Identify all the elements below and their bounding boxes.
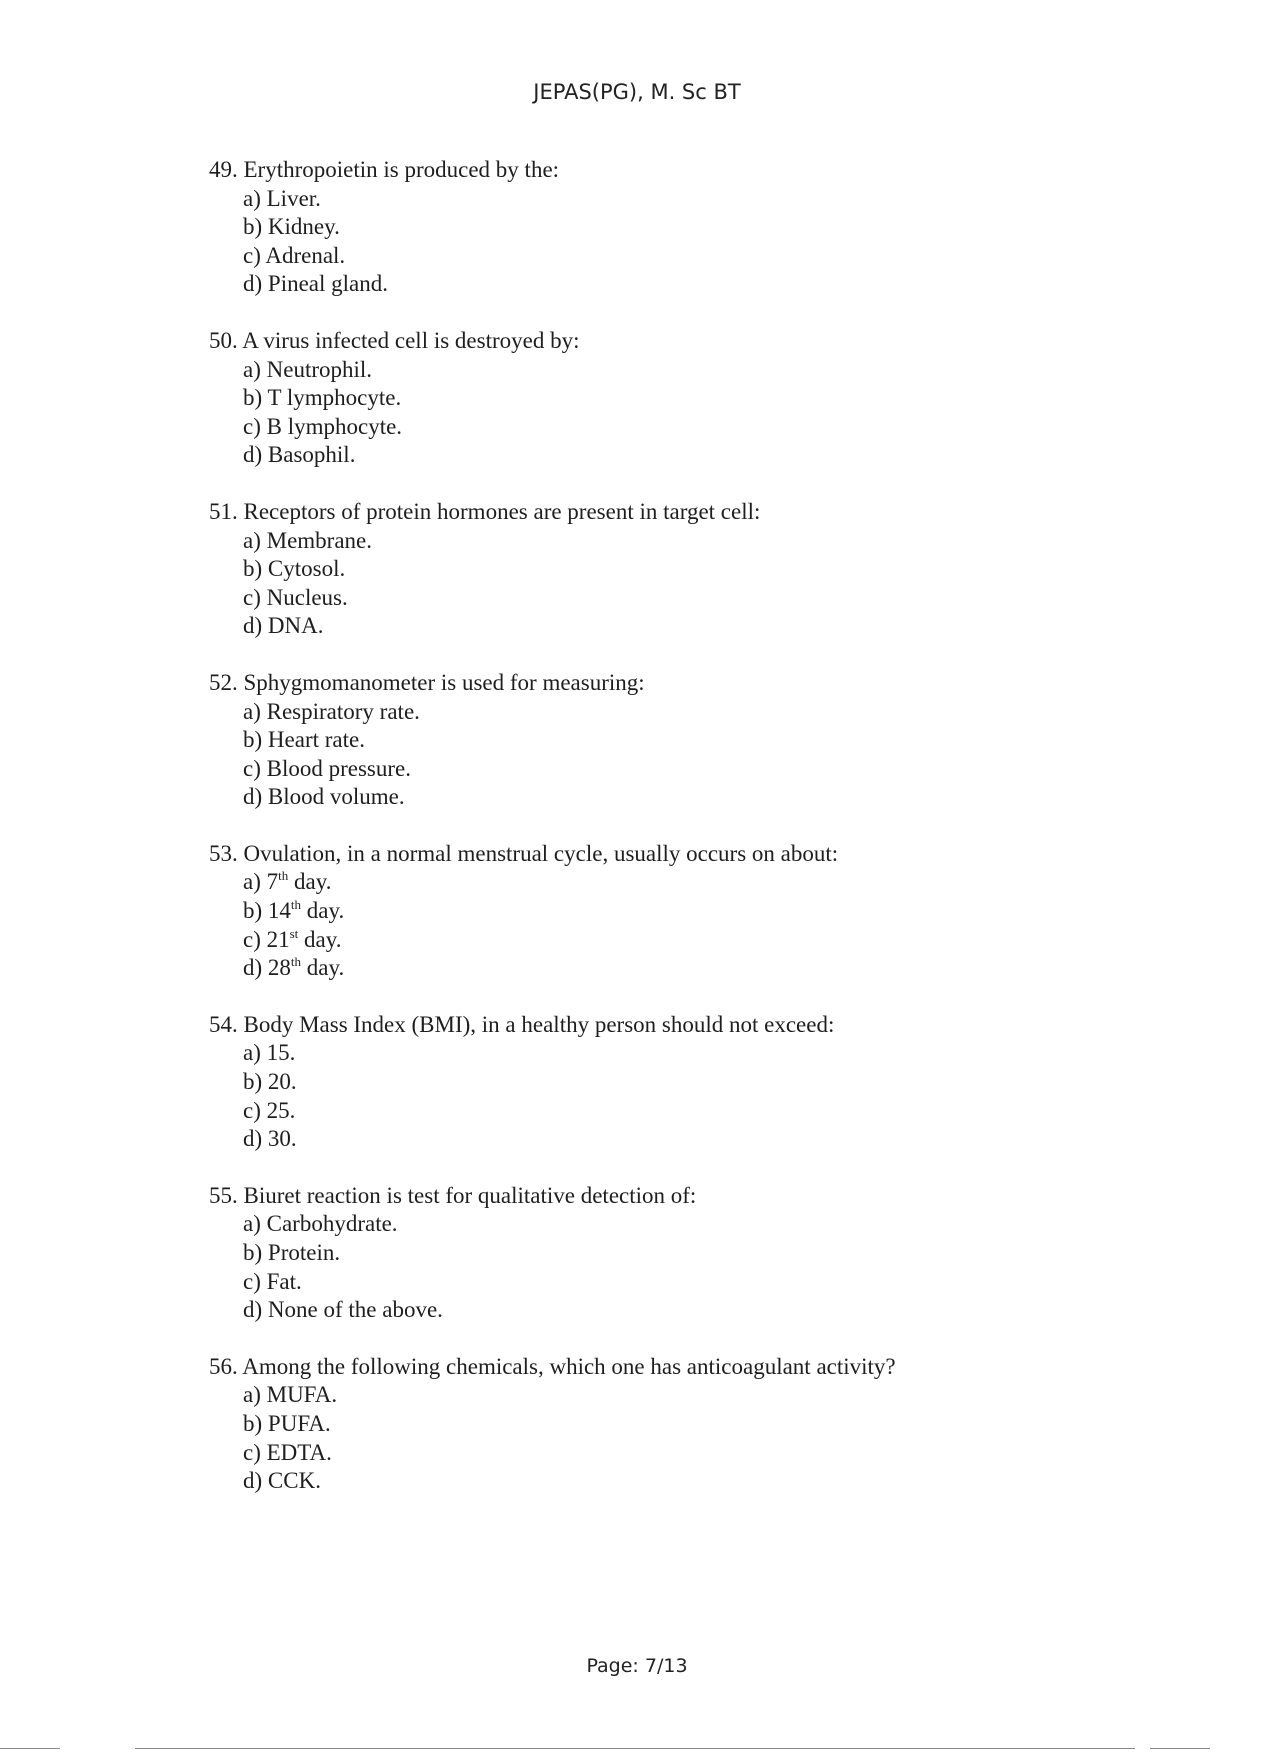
question-text: Erythropoietin is produced by the: [243, 157, 560, 182]
option-list [209, 1381, 1209, 1495]
page-header: JEPAS(PG), M. Sc BT [533, 80, 741, 104]
option-list [209, 1039, 1209, 1153]
scan-artifact-line [0, 1748, 60, 1749]
option-b: b) PUFA. [243, 1410, 331, 1436]
option-a: a) Neutrophil. [243, 356, 373, 382]
option-list [209, 1210, 1209, 1324]
option-b: b) Kidney. [243, 214, 340, 240]
option-a: a) Membrane. [243, 527, 373, 553]
option-c: c) B lymphocyte. [243, 413, 403, 439]
question-text: Body Mass Index (BMI), in a healthy person should not exceed: [243, 1011, 835, 1037]
page-number: Page: 7/13 [586, 1655, 688, 1677]
option-d: d) CCK. [243, 1468, 321, 1494]
question-number: 51. [209, 498, 238, 524]
question-51 [209, 498, 1209, 641]
option-c: c) Adrenal. [243, 242, 346, 268]
ordinal-suffix: th [278, 868, 289, 884]
option-b: b) T lymphocyte. [243, 385, 402, 411]
question-list [209, 156, 1209, 1524]
ordinal-suffix: th [290, 954, 302, 970]
option-c: c) EDTA. [243, 1439, 332, 1465]
question-number: 49. [209, 157, 238, 182]
question-number: 52. [209, 669, 238, 695]
option-list [209, 527, 1209, 641]
question-text: Sphygmomanometer is used for measuring: [243, 669, 645, 695]
option-b: b) Protein. [243, 1240, 341, 1265]
question-number: 56. [209, 1353, 238, 1379]
option-a: a) Liver. [243, 185, 321, 211]
question-number: 53. [209, 840, 238, 866]
question-number: 54. [209, 1011, 238, 1037]
option-list [209, 185, 1209, 299]
question-54 [209, 1011, 1209, 1154]
option-a: a) 7th day. [243, 868, 332, 895]
question-53 [209, 840, 1209, 983]
option-d: d) 28th day. [243, 954, 345, 981]
question-text: Receptors of protein hormones are present in target cell: [243, 498, 761, 524]
option-c: c) 21st day. [243, 925, 342, 952]
question-55 [209, 1182, 1209, 1325]
question-text: Ovulation, in a normal menstrual cycle, usually occurs on about: [243, 840, 839, 866]
option-a: a) MUFA. [243, 1382, 338, 1408]
option-b: b) Cytosol. [243, 556, 346, 582]
question-text: Biuret reaction is test for qualitative detection of: [243, 1182, 697, 1208]
question-52 [209, 669, 1209, 812]
question-number: 55. [209, 1182, 238, 1208]
option-a: a) 15. [243, 1040, 296, 1066]
option-b: b) Heart rate. [243, 727, 365, 753]
option-d: d) Basophil. [243, 442, 356, 468]
option-d: d) Blood volume. [243, 784, 405, 810]
option-d: d) 30. [243, 1126, 297, 1152]
option-a: a) Carbohydrate. [243, 1211, 398, 1237]
option-list [209, 356, 1209, 470]
question-49 [209, 156, 1209, 299]
scan-artifact-line [1150, 1748, 1210, 1749]
option-b: b) 14th day. [243, 897, 345, 924]
option-d: d) None of the above. [243, 1297, 443, 1323]
question-56 [209, 1353, 1209, 1496]
option-d: d) DNA. [243, 613, 324, 639]
option-b: b) 20. [243, 1069, 297, 1095]
option-c: c) 25. [243, 1097, 296, 1123]
question-number: 50. [209, 327, 238, 353]
option-d: d) Pineal gland. [243, 271, 389, 297]
ordinal-suffix: st [289, 925, 299, 941]
option-c: c) Fat. [243, 1268, 302, 1294]
option-list [209, 868, 1209, 982]
question-text: Among the following chemicals, which one has anticoagulant activity? [242, 1353, 896, 1379]
option-c: c) Blood pressure. [243, 755, 411, 781]
question-50 [209, 327, 1209, 470]
option-a: a) Respiratory rate. [243, 698, 420, 724]
ordinal-suffix: th [290, 897, 302, 913]
option-list [209, 698, 1209, 812]
scan-artifact-line [135, 1748, 1135, 1749]
option-c: c) Nucleus. [243, 584, 348, 610]
question-text: A virus infected cell is destroyed by: [242, 327, 580, 353]
